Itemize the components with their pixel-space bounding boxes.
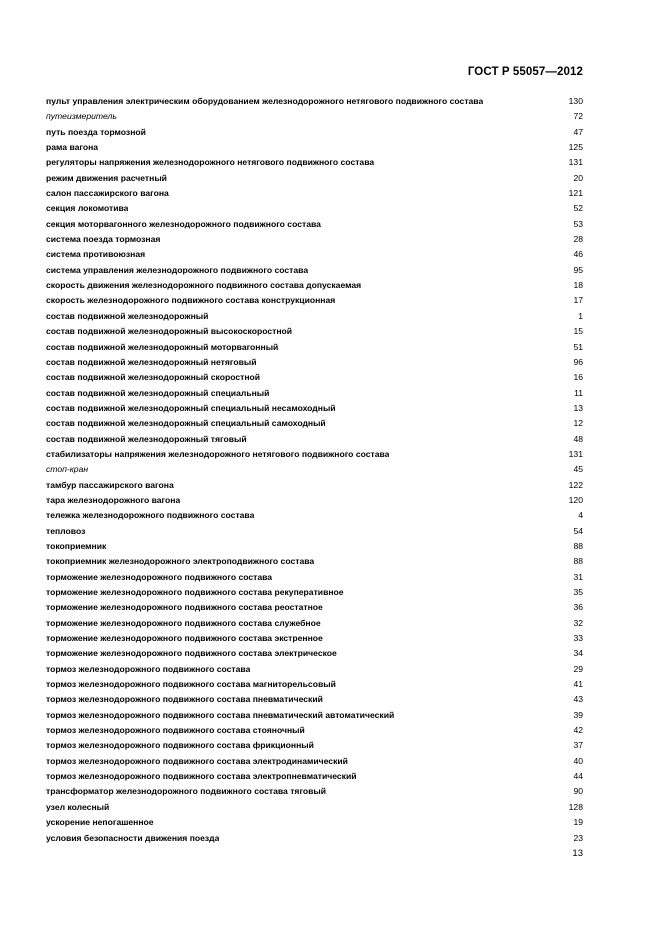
term-number: 12 [573, 418, 583, 429]
index-entry [46, 738, 583, 753]
index-term: регуляторы напряжения железнодорожного нетягового подвижного состава [46, 157, 375, 168]
term-number: 33 [573, 633, 583, 644]
term-number: 43 [573, 694, 583, 705]
term-number: 36 [573, 602, 583, 613]
index-term: тормоз железнодорожного подвижного состава фрикционный [46, 740, 314, 751]
index-entry [46, 723, 583, 738]
term-number: 32 [573, 617, 583, 628]
term-number: 41 [573, 679, 583, 690]
index-entry [46, 554, 583, 569]
index-term: путеизмеритель [46, 111, 117, 122]
index-entry [46, 125, 583, 140]
index-entry [46, 508, 583, 523]
index-term: скорость движения железнодорожного подвижного состава допускаемая [46, 280, 362, 291]
index-entry [46, 692, 583, 707]
index-term: стоп-кран [46, 464, 89, 475]
index-term: токоприемник [46, 540, 107, 551]
document-number-header: ГОСТ Р 55057—2012 [467, 66, 583, 78]
index-term: пульт управления электрическим оборудованием железнодорожного нетягового подвижного состава [46, 96, 484, 106]
term-number: 131 [568, 157, 583, 168]
term-number: 51 [573, 341, 583, 352]
index-term: состав подвижной железнодорожный нетяговый [46, 356, 257, 367]
index-term: система противоюзная [46, 249, 146, 260]
index-entry [46, 754, 583, 769]
term-number: 96 [573, 356, 583, 367]
index-term: торможение железнодорожного подвижного состава [46, 571, 273, 582]
index-entry [46, 815, 583, 830]
index-entry [46, 140, 583, 155]
index-term: режим движения расчетный [46, 172, 167, 183]
index-entry [46, 263, 583, 278]
term-number: 121 [568, 188, 583, 199]
index-term: тепловоз [46, 525, 86, 536]
index-term: путь поезда тормозной [46, 126, 146, 137]
index-term: рама вагона [46, 142, 99, 153]
index-term: система управления железнодорожного подвижного состава [46, 264, 309, 275]
index-term: стабилизаторы напряжения железнодорожного нетягового подвижного состава [46, 448, 390, 459]
index-term: тележка железнодорожного подвижного состава [46, 510, 255, 521]
index-term: состав подвижной железнодорожный высокоскоростной [46, 326, 293, 337]
index-entry [46, 539, 583, 554]
index-entry [46, 355, 583, 370]
term-number: 19 [573, 817, 583, 828]
term-number: 40 [573, 755, 583, 766]
index-term: тормоз железнодорожного подвижного состава [46, 663, 251, 674]
index-term: тамбур пассажирского вагона [46, 479, 174, 490]
index-entry [46, 416, 583, 431]
index-term: торможение железнодорожного подвижного состава рекуперативное [46, 587, 344, 597]
term-number: 4 [578, 510, 583, 521]
term-number: 44 [573, 771, 583, 782]
index-entry [46, 309, 583, 324]
term-number: 45 [573, 464, 583, 475]
term-number: 13 [573, 402, 583, 413]
term-number: 31 [573, 571, 583, 582]
index-term: тормоз железнодорожного подвижного состава электропневматический [46, 771, 357, 782]
term-number: 28 [573, 234, 583, 245]
index-entry [46, 432, 583, 447]
index-entry [46, 155, 583, 170]
term-number: 42 [573, 725, 583, 736]
index-term: состав подвижной железнодорожный [46, 310, 209, 321]
term-number: 90 [573, 786, 583, 797]
index-term: тормоз железнодорожного подвижного состава электродинамический [46, 755, 348, 766]
index-term: условия безопасности движения поезда [46, 832, 220, 843]
alphabetical-index-list [46, 94, 583, 846]
index-entry [46, 616, 583, 631]
index-term: салон пассажирского вагона [46, 188, 169, 199]
term-number: 125 [568, 142, 583, 153]
term-number: 17 [573, 295, 583, 306]
term-number: 53 [573, 218, 583, 229]
index-entry [46, 800, 583, 815]
term-number: 20 [573, 172, 583, 183]
term-number: 35 [573, 587, 583, 597]
index-entry [46, 201, 583, 216]
term-number: 47 [573, 126, 583, 137]
index-term: торможение железнодорожного подвижного состава электрическое [46, 648, 337, 659]
term-number: 131 [568, 448, 583, 459]
index-entry [46, 769, 583, 784]
term-number: 130 [568, 96, 583, 106]
index-term: торможение железнодорожного подвижного состава реостатное [46, 602, 323, 613]
index-entry [46, 631, 583, 646]
index-entry [46, 478, 583, 493]
index-term: состав подвижной железнодорожный тяговый [46, 433, 247, 444]
index-term: трансформатор железнодорожного подвижного состава тяговый [46, 786, 327, 797]
index-entry [46, 340, 583, 355]
index-term: токоприемник железнодорожного электроподвижного состава [46, 556, 315, 567]
index-entry [46, 109, 583, 124]
term-number: 18 [573, 280, 583, 291]
index-term: тормоз железнодорожного подвижного состава пневматический [46, 694, 323, 705]
index-term: состав подвижной железнодорожный моторвагонный [46, 341, 279, 352]
term-number: 48 [573, 433, 583, 444]
index-term: состав подвижной железнодорожный специальный несамоходный [46, 402, 336, 413]
index-entry [46, 247, 583, 262]
index-term: скорость железнодорожного подвижного состава конструкционная [46, 295, 336, 306]
index-term: система поезда тормозная [46, 234, 161, 245]
index-entry [46, 662, 583, 677]
term-number: 88 [573, 556, 583, 567]
index-term: секция локомотива [46, 203, 129, 214]
index-term: узел колесный [46, 801, 110, 812]
term-number: 1 [578, 310, 583, 321]
term-number: 52 [573, 203, 583, 214]
term-number: 122 [568, 479, 583, 490]
term-number: 11 [574, 387, 583, 398]
index-entry [46, 600, 583, 615]
term-number: 23 [573, 832, 583, 843]
index-term: тормоз железнодорожного подвижного состава стояночный [46, 725, 305, 736]
index-term: торможение железнодорожного подвижного состава служебное [46, 617, 321, 628]
term-number: 34 [573, 648, 583, 659]
page-number: 13 [572, 848, 583, 859]
term-number: 29 [573, 663, 583, 674]
index-entry [46, 708, 583, 723]
index-entry [46, 324, 583, 339]
index-entry [46, 94, 583, 109]
index-entry [46, 171, 583, 186]
index-entry [46, 293, 583, 308]
index-entry [46, 524, 583, 539]
index-entry [46, 784, 583, 799]
index-entry [46, 570, 583, 585]
index-entry [46, 447, 583, 462]
term-number: 15 [573, 326, 583, 337]
index-term: ускорение непогашенное [46, 817, 154, 828]
index-entry [46, 217, 583, 232]
index-term: состав подвижной железнодорожный специальный самоходный [46, 418, 326, 429]
index-term: секция моторвагонного железнодорожного подвижного состава [46, 218, 321, 229]
index-term: торможение железнодорожного подвижного состава экстренное [46, 633, 323, 644]
term-number: 128 [568, 801, 583, 812]
index-entry [46, 186, 583, 201]
index-entry [46, 493, 583, 508]
term-number: 88 [573, 540, 583, 551]
index-entry [46, 386, 583, 401]
index-entry [46, 278, 583, 293]
term-number: 95 [573, 264, 583, 275]
term-number: 120 [568, 494, 583, 505]
index-term: тара железнодорожного вагона [46, 494, 181, 505]
index-entry [46, 232, 583, 247]
index-term: тормоз железнодорожного подвижного состава магниторельсовый [46, 679, 336, 690]
index-entry [46, 370, 583, 385]
term-number: 54 [573, 525, 583, 536]
index-entry [46, 831, 583, 846]
term-number: 46 [573, 249, 583, 260]
index-entry [46, 677, 583, 692]
index-entry [46, 585, 583, 600]
term-number: 39 [573, 709, 583, 720]
index-term: состав подвижной железнодорожный скоростной [46, 372, 261, 383]
term-number: 37 [573, 740, 583, 751]
term-number: 72 [573, 111, 583, 122]
index-entry [46, 462, 583, 477]
index-entry [46, 401, 583, 416]
index-term: тормоз железнодорожного подвижного состава пневматический автоматический [46, 709, 395, 720]
index-term: состав подвижной железнодорожный специальный [46, 387, 270, 398]
term-number: 16 [573, 372, 583, 383]
index-entry [46, 646, 583, 661]
